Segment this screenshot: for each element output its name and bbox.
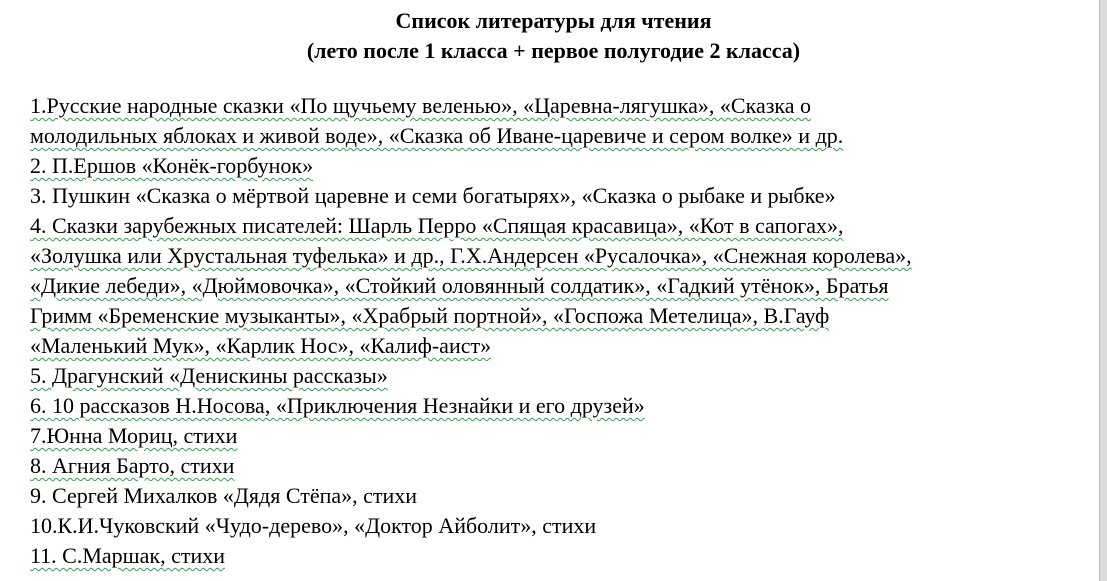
list-line: 1.Русские народные сказки «По щучьему веленью», «Царевна-лягушка», «Сказка о (30, 93, 812, 118)
list-line: 10.К.И.Чуковский «Чудо-дерево», «Доктор Айболит», стихи (30, 513, 597, 538)
list-line: 5. Драгунский «Денискины рассказы» (30, 363, 388, 388)
list-line: 6. 10 рассказов Н.Носова, «Приключения Незнайки и его друзей» (30, 393, 645, 418)
list-line: «Маленький Мук», «Карлик Нос», «Калиф-аист» (30, 333, 492, 358)
title-line-2: (лето после 1 класса + первое полугодие 2 класса) (306, 38, 801, 63)
reading-list (30, 91, 1099, 571)
page-edge (1099, 0, 1107, 581)
list-line: 3. Пушкин «Сказка о мёртвой царевне и семи богатырях», «Сказка о рыбаке и рыбке» (30, 183, 836, 208)
document-title (0, 6, 1099, 66)
list-line: «Дикие лебеди», «Дюймовочка», «Стойкий оловянный солдатик», «Гадкий утёнок», Братья (30, 273, 889, 298)
list-line: 4. Сказки зарубежных писателей: Шарль Перро «Спящая красавица», «Кот в сапогах», (30, 213, 844, 238)
list-line: 11. С.Маршак, стихи (30, 543, 226, 568)
list-line: 2. П.Ершов «Конёк-горбунок» (30, 153, 314, 178)
list-line: Гримм «Бременские музыканты», «Храбрый портной», «Госпожа Метелица», В.Гауф (30, 303, 830, 328)
list-line: 8. Агния Барто, стихи (30, 453, 235, 478)
list-line: 9. Сергей Михалков «Дядя Стёпа», стихи (30, 483, 418, 508)
list-line: молодильных яблоках и живой воде», «Сказка об Иване-царевиче и сером волке» и др. (30, 123, 844, 148)
title-line-1: Список литературы для чтения (395, 8, 712, 33)
list-line: «Золушка или Хрустальная туфелька» и др., Г.Х.Андерсен «Русалочка», «Снежная королева», (30, 243, 912, 268)
list-line: 7.Юнна Мориц, стихи (30, 423, 238, 448)
